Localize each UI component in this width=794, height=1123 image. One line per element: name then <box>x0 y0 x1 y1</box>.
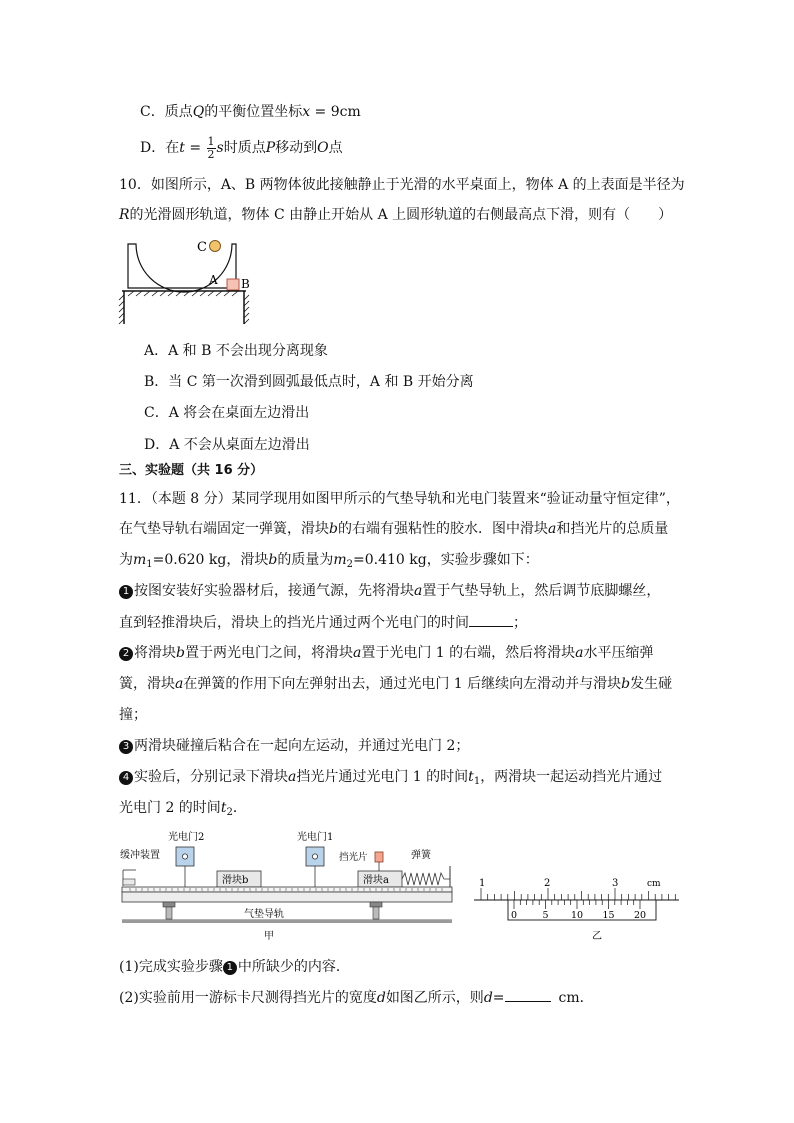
shade-plate <box>375 852 383 862</box>
q11-l3-d: 的质量为 <box>277 552 334 568</box>
q11-line3 <box>119 550 539 575</box>
q11-s4-var-t2: t <box>220 800 227 816</box>
q9-option-d-text2: 移动到 <box>275 140 318 156</box>
q10-option-a: A．A 和 B 不会出现分离现象 <box>144 343 328 359</box>
q9-option-c <box>140 102 361 122</box>
q11-p2-a: (2)实验前用一游标卡尺测得挡光片的宽度 <box>119 990 377 1006</box>
answer-blank-2[interactable] <box>505 987 551 1002</box>
air-track-top <box>122 887 452 892</box>
vernier-tick-label-5: 5 <box>542 910 549 921</box>
label-spring: 弹簧 <box>411 850 431 861</box>
q9-option-d-text: 时质点 <box>223 140 266 156</box>
q9-fraction <box>207 136 216 161</box>
q10-stem-line2 <box>119 205 672 225</box>
q11-p2-eq: = <box>492 990 505 1006</box>
main-scale-tick-label-1: 1 <box>479 878 486 889</box>
q11-l2-e: 和挡光片的总质量 <box>556 521 669 537</box>
q9-option-c-text: 的平衡位置坐标 <box>204 104 303 120</box>
q11-s4-a: 实验后，分别记录下滑块 <box>134 769 288 785</box>
slider-b-label: 滑块b <box>222 875 249 886</box>
q9-var-t: t <box>179 140 185 156</box>
photogate-1 <box>306 847 324 887</box>
figure-air-track <box>116 826 462 948</box>
q11-step1-line1 <box>119 581 660 601</box>
q11-s2-g: 水平压缩弹 <box>583 645 654 661</box>
q9-var-x: x <box>302 104 311 120</box>
q11-s2-a: 将滑块 <box>134 645 176 661</box>
air-track-body <box>122 892 452 902</box>
q9-option-c-value: = 9cm <box>310 104 361 120</box>
spring <box>402 873 450 885</box>
q9-fraction-numerator: 1 <box>207 134 215 148</box>
q11-s2-var-b: b <box>176 645 185 661</box>
q9-option-d <box>140 134 343 162</box>
label-gate1: 光电门1 <box>297 832 334 843</box>
photogate-2 <box>176 847 194 887</box>
q11-s2-var-a2: a <box>575 645 584 661</box>
vernier-tick-label-0: 0 <box>511 910 518 921</box>
label-gate2: 光电门2 <box>168 832 205 843</box>
q11-l3-b: =0.620 kg，滑块 <box>152 552 269 568</box>
q9-fraction-denominator: 2 <box>207 147 215 161</box>
figure-vernier-caliper <box>474 872 684 948</box>
block-a-shape <box>128 244 236 292</box>
vernier-tick-label-20: 20 <box>634 910 647 921</box>
q11-s3-text: 两滑块碰撞后粘合在一起向左运动，并通过光电门 2； <box>134 738 470 754</box>
q11-s2-c: 置于两光电门之间，将滑块 <box>184 645 353 661</box>
q11-s2-var-a: a <box>352 645 362 661</box>
label-shade: 挡光片 <box>339 852 368 863</box>
q11-line2 <box>119 519 668 539</box>
q11-var-m1: m <box>133 552 147 568</box>
q11-s4-c: 挡光片通过光电门 1 的时间 <box>296 769 469 785</box>
q11-p2-b: 如图乙所示，则 <box>385 990 484 1006</box>
q9-var-o: O <box>317 140 329 156</box>
label-c: C <box>197 240 207 255</box>
q11-s4-sub2: 2 <box>226 807 233 818</box>
q9-option-d-prefix: D．在 <box>140 140 180 156</box>
q11-var-b2: b <box>268 552 278 568</box>
q11-s4-var-t: t <box>468 769 474 785</box>
q11-p2-unit: cm． <box>558 990 594 1006</box>
q11-line1: 11．（本题 8 分）某同学现用如图甲所示的气垫导轨和光电门装置来“验证动量守恒定律”， <box>119 491 680 507</box>
main-scale-tick-label-3: 3 <box>612 878 619 889</box>
q11-l2-a: 在气垫导轨右端固定一弹簧，滑块 <box>119 521 329 537</box>
vernier-tick-label-10: 10 <box>571 910 584 921</box>
q11-part1 <box>119 957 350 977</box>
q11-step4-line2 <box>119 798 247 823</box>
block-b <box>227 279 239 290</box>
q11-s4-d: ，两滑块一起运动挡光片通过 <box>480 769 663 785</box>
q11-var-m2: m <box>333 552 347 568</box>
q11-p1-a: (1)完成实验步骤 <box>119 959 223 975</box>
q11-s1-end: ； <box>513 615 527 631</box>
q11-s4-end: ． <box>232 800 247 816</box>
q10-stem-line1: 10．如图所示，A、B 两物体彼此接触静止于光滑的水平桌面上，物体 A 的上表面是半径为 <box>119 177 685 193</box>
q11-step2-line2 <box>119 674 672 694</box>
main-scale-ticks <box>481 888 675 900</box>
q9-var-p: P <box>265 140 276 156</box>
ball-c <box>210 241 221 252</box>
section-title: 三、实验题（共 16 分） <box>119 463 264 478</box>
q11-var-b: b <box>329 521 338 537</box>
q11-l2-c: 的右端有强粘性的胶水．图中滑块 <box>337 521 548 537</box>
q11-l3-e: =0.410 kg，实验步骤如下： <box>353 552 539 568</box>
q11-sub-2: 2 <box>346 559 353 570</box>
main-scale-tick-label-2: 2 <box>544 878 551 889</box>
q11-step4-line1 <box>119 767 662 792</box>
step-number-1: 1 <box>119 585 133 599</box>
q11-s2-e: 置于光电门 1 的右端，然后将滑块 <box>361 645 576 661</box>
q11-step2-line3: 撞； <box>119 707 147 723</box>
air-track-label: 气垫导轨 <box>244 909 284 920</box>
q11-s4-var-a: a <box>288 769 297 785</box>
q11-step1-line2 <box>119 612 527 633</box>
slider-a-label: 滑块a <box>363 875 389 886</box>
q11-var-a: a <box>547 521 557 537</box>
q11-s1-l2: 直到轻推滑块后，滑块上的挡光片通过两个光电门的时间 <box>119 615 469 631</box>
q11-s1-c: 置于气垫导轨上，然后调节底脚螺丝， <box>422 583 661 599</box>
q10-var-r: R <box>119 207 130 223</box>
q9-var-q: Q <box>192 104 205 120</box>
q11-s2-l2c: 在弹簧的作用下向左弹射出去，通过光电门 1 后继续向左滑动并与滑块 <box>183 676 622 692</box>
step-number-3: 3 <box>119 740 133 754</box>
figure-caption-yi: 乙 <box>592 931 602 942</box>
q11-p1-b: 中所缺少的内容． <box>237 959 350 975</box>
step-number-2: 2 <box>119 647 133 661</box>
vernier-tick-label-15: 15 <box>602 910 615 921</box>
step-number-4: 4 <box>119 771 133 785</box>
q11-s1-var-a: a <box>414 583 423 599</box>
q10-option-b: B．当 C 第一次滑到圆弧最低点时，A 和 B 开始分离 <box>144 374 474 390</box>
q10-option-c: C．A 将会在桌面左边滑出 <box>144 405 310 421</box>
q11-s2-l2-var-a: a <box>175 676 184 692</box>
figure-caption-jia: 甲 <box>264 931 274 942</box>
q11-p2-var-d: d <box>376 990 386 1006</box>
label-buffer: 缓冲装置 <box>120 850 160 861</box>
q10-figure <box>116 236 256 328</box>
q11-sub-1: 1 <box>146 559 153 570</box>
q11-p2-var-d2: d <box>483 990 493 1006</box>
q9-equals: = <box>184 140 206 156</box>
q11-s4-l2a: 光电门 2 的时间 <box>119 800 221 816</box>
q11-s1-a: 按图安装好实验器材后，接通气源，先将滑块 <box>134 583 414 599</box>
q11-step3 <box>119 736 469 756</box>
main-scale-unit: cm <box>647 879 661 889</box>
q11-s2-l2-var-b: b <box>621 676 631 692</box>
q9-option-d-end: 点 <box>328 140 343 156</box>
q11-step2-line1 <box>119 643 654 663</box>
label-b: B <box>241 277 250 291</box>
step-ref-1: 1 <box>223 961 237 975</box>
q11-s2-l2e: 发生碰 <box>630 676 673 692</box>
q11-part2 <box>119 987 594 1008</box>
q9-option-c-prefix: C．质点 <box>140 104 193 120</box>
q9-unit-s: s <box>216 140 224 156</box>
q10-option-d: D．A 不会从桌面左边滑出 <box>144 437 310 453</box>
buffer-device <box>123 870 136 886</box>
label-a: A <box>209 273 218 287</box>
q11-s2-l2a: 簧，滑块 <box>119 676 175 692</box>
q10-stem-text: 的光滑圆形轨道，物体 C 由静止开始从 A 上圆形轨道的右侧最高点下滑，则有（ ） <box>129 207 673 223</box>
adjust-foot-left <box>163 902 175 919</box>
q11-l3-a: 为 <box>119 552 133 568</box>
answer-blank-1[interactable] <box>469 612 513 627</box>
q11-s4-sub1: 1 <box>473 776 481 787</box>
adjust-foot-right <box>370 902 382 919</box>
